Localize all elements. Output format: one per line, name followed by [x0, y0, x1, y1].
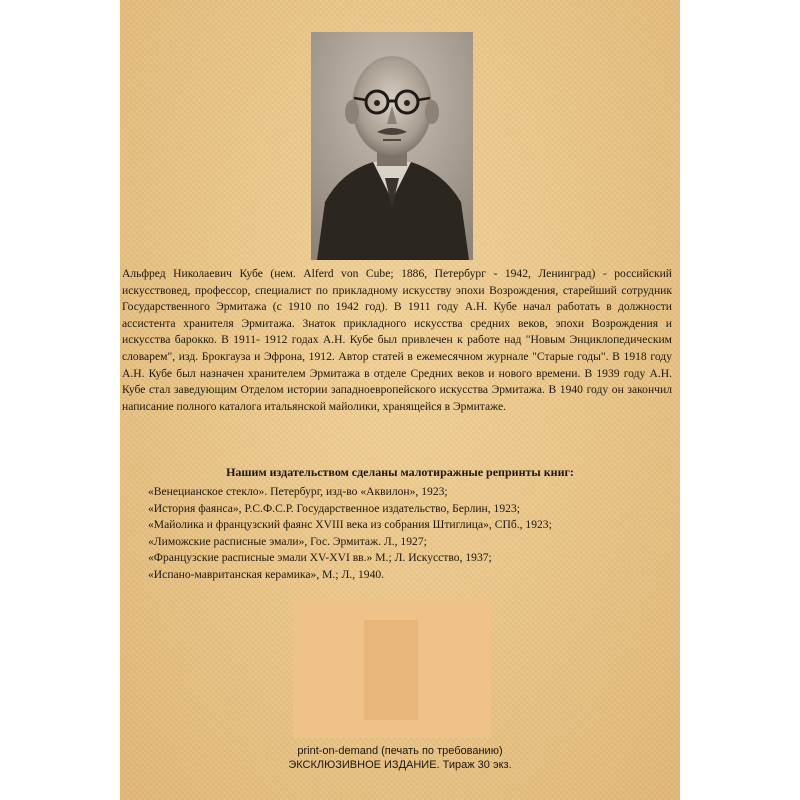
list-item: «Майолика и французский фаянс XVIII века из собрания Штиглица», СПб., 1923;	[148, 518, 552, 532]
print-on-demand-line: print-on-demand (печать по требованию)	[297, 745, 503, 757]
portrait-illustration	[311, 32, 473, 260]
list-item: «Лиможские расписные эмали», Гос. Эрмитаж. Л., 1927;	[148, 534, 427, 548]
author-portrait-photo	[311, 32, 473, 260]
list-item: «Испано-мавританская керамика», М.; Л., 1940.	[148, 567, 385, 581]
publisher-mark-inner	[364, 620, 418, 720]
reprints-heading: Нашим издательством сделаны малотиражные репринты книг:	[226, 465, 574, 479]
back-cover	[120, 0, 680, 800]
reprint-books-list	[148, 484, 668, 584]
exclusive-edition-line: ЭКСКЛЮЗИВНОЕ ИЗДАНИЕ. Тираж 30 экз.	[288, 759, 512, 771]
list-item: «Французские расписные эмали XV-XVI вв.» М.; Л. Искусство, 1937;	[148, 551, 492, 565]
publisher-mark-box	[293, 598, 491, 738]
list-item: «История фаянса», Р.С.Ф.С.Р. Государственное издательство, Берлин, 1923;	[148, 501, 520, 515]
author-biography: Альфред Николаевич Кубе (нем. Alferd von Cube; 1886, Петербург - 1942, Ленинград) - российский искусствовед, профессор, специалист по прикладному искусству эпохи Возрождения, старейший сотрудник Государственного Эрмитажа (с 1910 по 1942 год). В 1911 году А.Н. Кубе начал работать в должности ассистента хранителя Эрмитажа. Знаток прикладного искусства средних веков, эпохи Возрождения и искусства барокко. В 1911- 1912 годах А.Н. Кубе был привлечен к работе над "Новым Энциклопедическим словарем", изд. Брокгауза и Эфрона, 1912. Автор статей в ежемесячном журнале "Старые годы". В 1918 году А.Н. Кубе был назначен хранителем Эрмитажа в отделе Средних веков и нового времени. В 1939 году А.Н. Кубе стал заведующим Отделом истории западноевропейского искусства Эрмитажа. В 1940 году он закончил написание полного каталога итальянской майолики, хранящейся в Эрмитаже.	[122, 267, 672, 413]
list-item: «Венецианское стекло». Петербург, изд-во «Аквилон», 1923;	[148, 485, 448, 498]
edition-info	[120, 744, 680, 772]
